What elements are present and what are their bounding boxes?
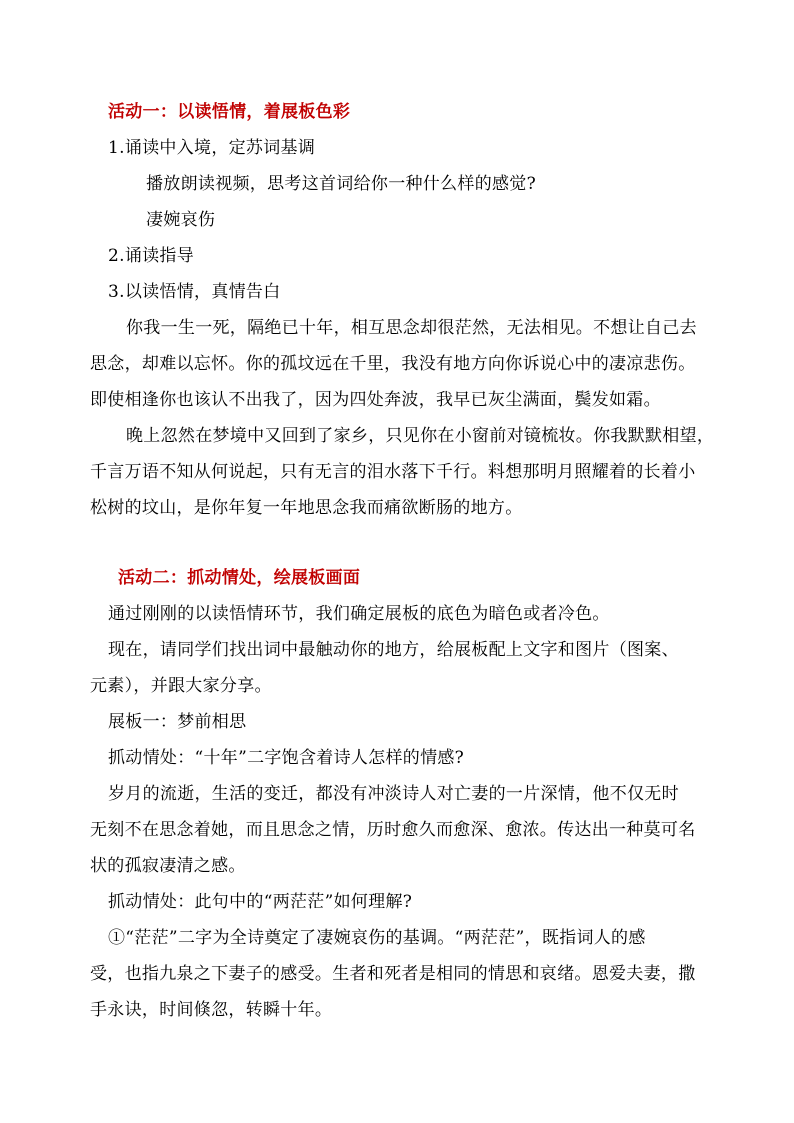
section-1-para-2-line-2: 千言万语不知从何说起，只有无言的泪水落下千行。料想那明月照耀着的长着小 [90, 462, 696, 482]
section-2-answer-1-line-3: 状的孤寂凄清之感。 [90, 856, 246, 876]
section-1-item-2: 2.诵读指导 [108, 246, 195, 266]
section-2-answer-1-line-2: 无刻不在思念着她，而且思念之情，历时愈久而愈深、愈浓。传达出一种莫可名 [90, 820, 696, 840]
section-1-item-1: 1.诵读中入境，定苏词基调 [108, 138, 316, 158]
section-1-para-1-line-1: 你我一生一死，隔绝已十年，相互思念却很茫然，无法相见。不想让自己去 [126, 318, 697, 338]
section-2-answer-2-line-1: ①“茫茫”二字为全诗奠定了凄婉哀伤的基调。“两茫茫”，既指词人的感 [108, 928, 646, 948]
section-2-para-1: 通过刚刚的以读悟情环节，我们确定展板的底色为暗色或者冷色。 [108, 604, 610, 624]
section-2-para-2-line-2: 元素），并跟大家分享。 [90, 676, 272, 696]
section-2-heading: 活动二：抓动情处，绘展板画面 [118, 568, 361, 588]
section-2-answer-1-line-1: 岁月的流逝，生活的变迁，都没有冲淡诗人对亡妻的一片深情，他不仅无时 [108, 784, 679, 804]
section-1-para-2-line-3: 松树的坟山，是你年复一年地思念我而痛欲断肠的地方。 [90, 498, 523, 518]
section-2-question-2: 抓动情处：此句中的“两茫茫”如何理解? [108, 892, 413, 912]
section-2-answer-2-line-3: 手永诀，时间倏忽，转瞬十年。 [90, 1000, 333, 1020]
section-1-heading: 活动一：以读悟情，着展板色彩 [108, 102, 351, 122]
section-2-question-1: 抓动情处：“十年”二字饱含着诗人怎样的情感? [108, 748, 465, 768]
section-1-question: 播放朗读视频，思考这首词给你一种什么样的感觉? [146, 174, 537, 194]
section-1-answer: 凄婉哀伤 [146, 210, 216, 230]
section-1-para-2-line-1: 晚上忽然在梦境中又回到了家乡，只见你在小窗前对镜梳妆。你我默默相望， [126, 426, 715, 446]
section-2-para-2-line-1: 现在，请同学们找出词中最触动你的地方，给展板配上文字和图片（图案、 [108, 640, 679, 660]
section-1-para-1-line-2: 思念，却难以忘怀。你的孤坟远在千里，我没有地方向你诉说心中的凄凉悲伤。 [90, 354, 696, 374]
section-2-board-1: 展板一：梦前相思 [108, 712, 247, 732]
section-1-item-3: 3.以读悟情，真情告白 [108, 282, 281, 302]
section-1-para-1-line-3: 即使相逢你也该认不出我了，因为四处奔波，我早已灰尘满面，鬓发如霜。 [90, 390, 661, 410]
section-2-answer-2-line-2: 受，也指九泉之下妻子的感受。生者和死者是相同的情思和哀绪。恩爱夫妻，撒 [90, 964, 696, 984]
